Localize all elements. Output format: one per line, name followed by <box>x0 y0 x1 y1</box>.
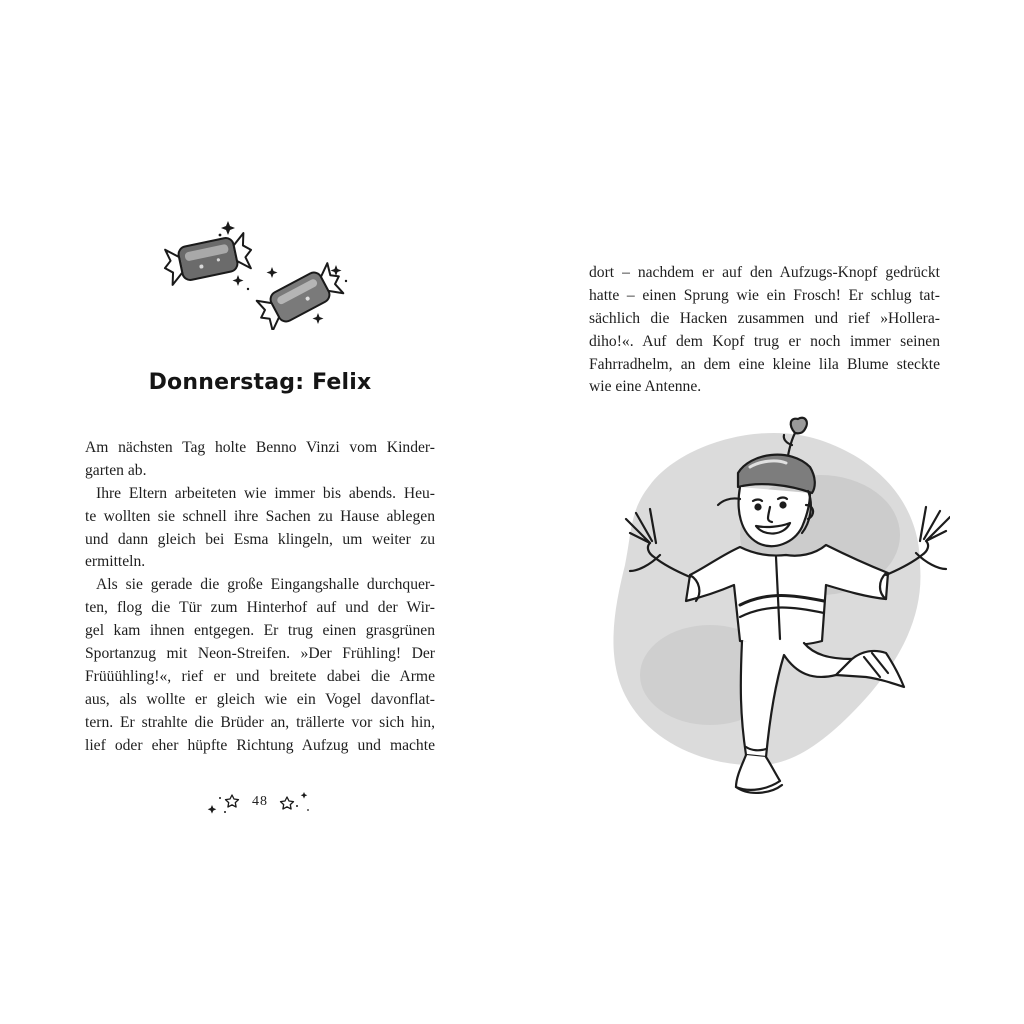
text-line: wie eine Antenne. <box>589 378 702 396</box>
text-line: tern. Er strahlte die Brüder an, trällerte vor sich hin, <box>85 713 435 731</box>
text-line: hatte – einen Sprung wie ein Frosch! Er schlug tat- <box>589 286 940 304</box>
text-line: ermitteln. <box>85 553 146 571</box>
page-number: 48 <box>252 794 268 809</box>
text-line: Früüühling!«, rief er und breitete dabei die Arme <box>85 667 435 685</box>
text-line: ten, flog die Tür zum Hinterhof auf und der Wir- <box>85 599 435 617</box>
text-line: Am nächsten Tag holte Benno Vinzi vom Kinder- <box>85 439 435 456</box>
candy-icon <box>253 261 347 330</box>
chapter-title: Donnerstag: Felix <box>148 370 372 395</box>
text-line: Als sie gerade die große Eingangshalle durchquer- <box>96 576 435 594</box>
text-line: garten ab. <box>85 461 147 479</box>
candy-icon <box>161 232 255 286</box>
text-line: te wollten sie schnell ihre Sachen zu Hause ablegen <box>85 507 435 525</box>
page-footer <box>200 788 320 818</box>
text-line: Fahrradhelm, an dem eine kleine lila Blume steckte <box>589 355 940 373</box>
left-page-text <box>85 437 435 757</box>
text-line: und dann gleich bei Esma klingeln, um weiter zu <box>85 530 435 548</box>
text-line: sächlich die Hacken zusammen und rief »Hollera- <box>589 309 940 327</box>
dancing-man-illustration <box>590 415 950 815</box>
text-line: aus, als wollte er gleich wie ein Vogel davonflat- <box>85 690 435 708</box>
text-line: Sportanzug mit Neon-Streifen. »Der Frühling! Der <box>85 645 435 663</box>
text-line: gel kam ihnen entgegen. Er trug einen grasgrünen <box>85 622 435 640</box>
candy-ornament <box>160 215 360 330</box>
text-line: diho!«. Auf dem Kopf trug er noch immer seinen <box>589 332 940 350</box>
text-line: dort – nachdem er auf den Aufzugs-Knopf gedrückt <box>589 264 940 281</box>
right-page-text <box>589 262 940 399</box>
text-line: lief oder eher hüpfte Richtung Aufzug und machte <box>85 736 435 754</box>
text-line: Ihre Eltern arbeiteten wie immer bis abends. Heu- <box>96 484 435 502</box>
